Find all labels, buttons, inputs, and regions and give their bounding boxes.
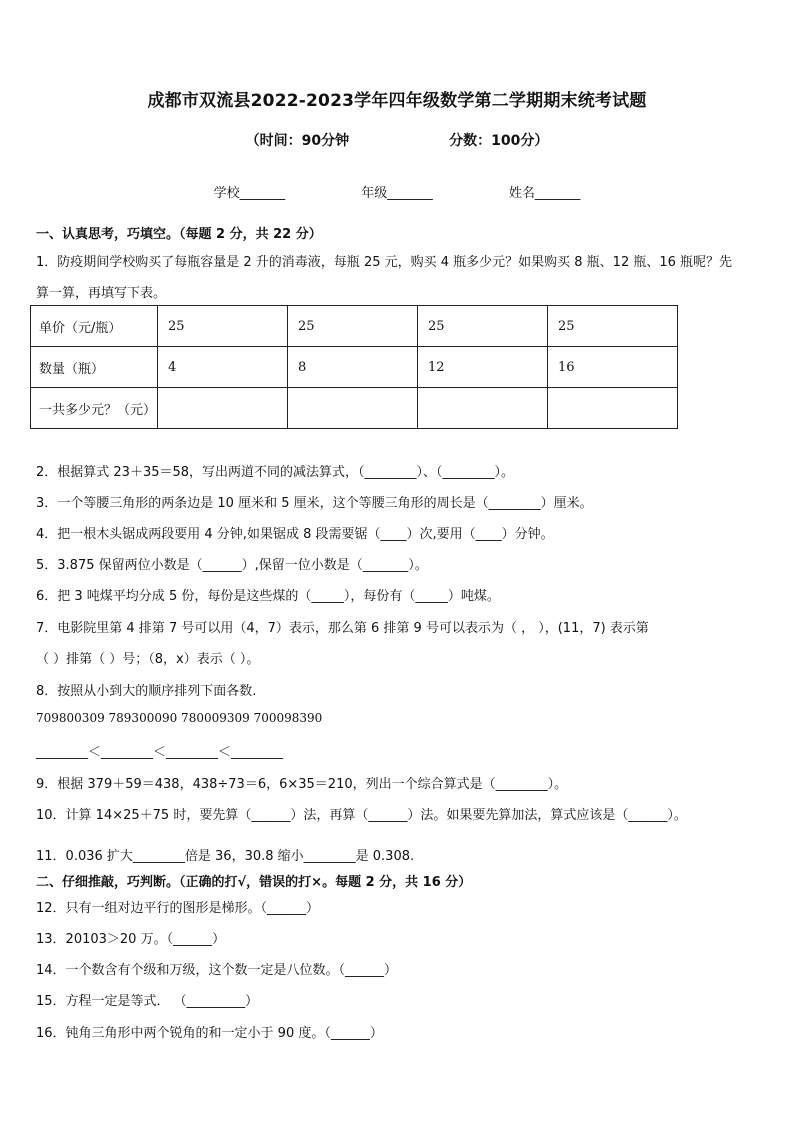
exam-score: 分数：100分） — [449, 133, 549, 149]
table-cell: 25 — [158, 306, 288, 347]
question-15: 15．方程一定是等式． （_________） — [36, 994, 259, 1009]
question-7-line-2: （ ）排第（ ）号；（8，x）表示（ ）。 — [36, 652, 260, 667]
school-field[interactable]: 学校_______ — [213, 186, 286, 201]
table-cell: 25 — [418, 306, 548, 347]
table-cell: 4 — [158, 347, 288, 388]
table-cell: 25 — [548, 306, 678, 347]
table-cell: 25 — [288, 306, 418, 347]
section-2-heading: 二、仔细推敲，巧判断。（正确的打√，错误的打×。每题 2 分，共 16 分） — [36, 875, 472, 890]
table-cell: 8 — [288, 347, 418, 388]
question-8: 8．按照从小到大的顺序排列下面各数. — [36, 684, 257, 699]
question-1-line-1: 1．防疫期间学校购买了每瓶容量是 2 升的消毒液，每瓶 25 元，购买 4 瓶多少元？如果购买 8 瓶、12 瓶、16 瓶呢？先 — [36, 255, 733, 270]
grade-field[interactable]: 年级_______ — [361, 186, 433, 201]
question-6: 6．把 3 吨煤平均分成 5 份，每份是这些煤的（_____），每份有（_____）吨煤。 — [36, 589, 500, 604]
answer-cell[interactable] — [548, 388, 678, 429]
question-1-line-2: 算一算，再填写下表。 — [36, 286, 167, 301]
question-3: 3．一个等腰三角形的两条边是 10 厘米和 5 厘米，这个等腰三角形的周长是（________）厘米。 — [36, 496, 593, 511]
row-label: 单价（元/瓶） — [31, 306, 158, 347]
question-2: 2．根据算式 23＋35＝58，写出两道不同的减法算式，（________）、（________）。 — [36, 465, 515, 480]
exam-time: （时间：90分钟 — [245, 133, 350, 149]
table-cell: 12 — [418, 347, 548, 388]
question-8-numbers: 709800309 789300090 780009309 700098390 — [36, 711, 323, 725]
question-10: 10．计算 14×25＋75 时，要先算（______）法，再算（______）法。如果要先算加法，算式应该是（______）。 — [36, 808, 687, 823]
table-row — [31, 347, 678, 388]
question-14: 14．一个数含有个级和万级，这个数一定是八位数。（______） — [36, 963, 398, 978]
answer-cell[interactable] — [158, 388, 288, 429]
table-cell: 16 — [548, 347, 678, 388]
row-label: 一共多少元？（元） — [31, 388, 158, 429]
exam-meta — [0, 130, 794, 150]
question-11: 11．0.036 扩大________倍是 36，30.8 缩小________是 0.308. — [36, 849, 415, 864]
question-16: 16．钝角三角形中两个锐角的和一定小于 90 度。（______） — [36, 1026, 383, 1041]
question-13: 13．20103＞20 万。（______） — [36, 932, 226, 947]
section-1-heading: 一、认真思考，巧填空。（每题 2 分，共 22 分） — [36, 227, 322, 242]
row-label: 数量（瓶） — [31, 347, 158, 388]
question-12: 12．只有一组对边平行的图形是梯形。（______） — [36, 901, 320, 916]
page-title: 成都市双流县2022-2023学年四年级数学第二学期期末统考试题 — [147, 91, 647, 111]
student-info — [0, 182, 794, 201]
name-field[interactable]: 姓名_______ — [508, 186, 581, 201]
price-table — [30, 305, 678, 429]
question-9: 9．根据 379＋59＝438，438÷73＝6，6×35＝210，列出一个综合算式是（________）。 — [36, 777, 568, 792]
table-row — [31, 306, 678, 347]
table-row — [31, 388, 678, 429]
answer-cell[interactable] — [418, 388, 548, 429]
question-8-blanks: ________＜________＜________＜________ — [36, 745, 284, 760]
question-7-line-1: 7．电影院里第 4 排第 7 号可以用（4，7）表示，那么第 6 排第 9 号可以表示为（ ， ），(11，7) 表示第 — [36, 621, 649, 636]
answer-cell[interactable] — [288, 388, 418, 429]
question-5: 5．3.875 保留两位小数是（______）,保留一位小数是（_______）。 — [36, 558, 428, 573]
question-4: 4．把一根木头锯成两段要用 4 分钟,如果锯成 8 段需要锯（____）次,要用（____）分钟。 — [36, 527, 554, 542]
